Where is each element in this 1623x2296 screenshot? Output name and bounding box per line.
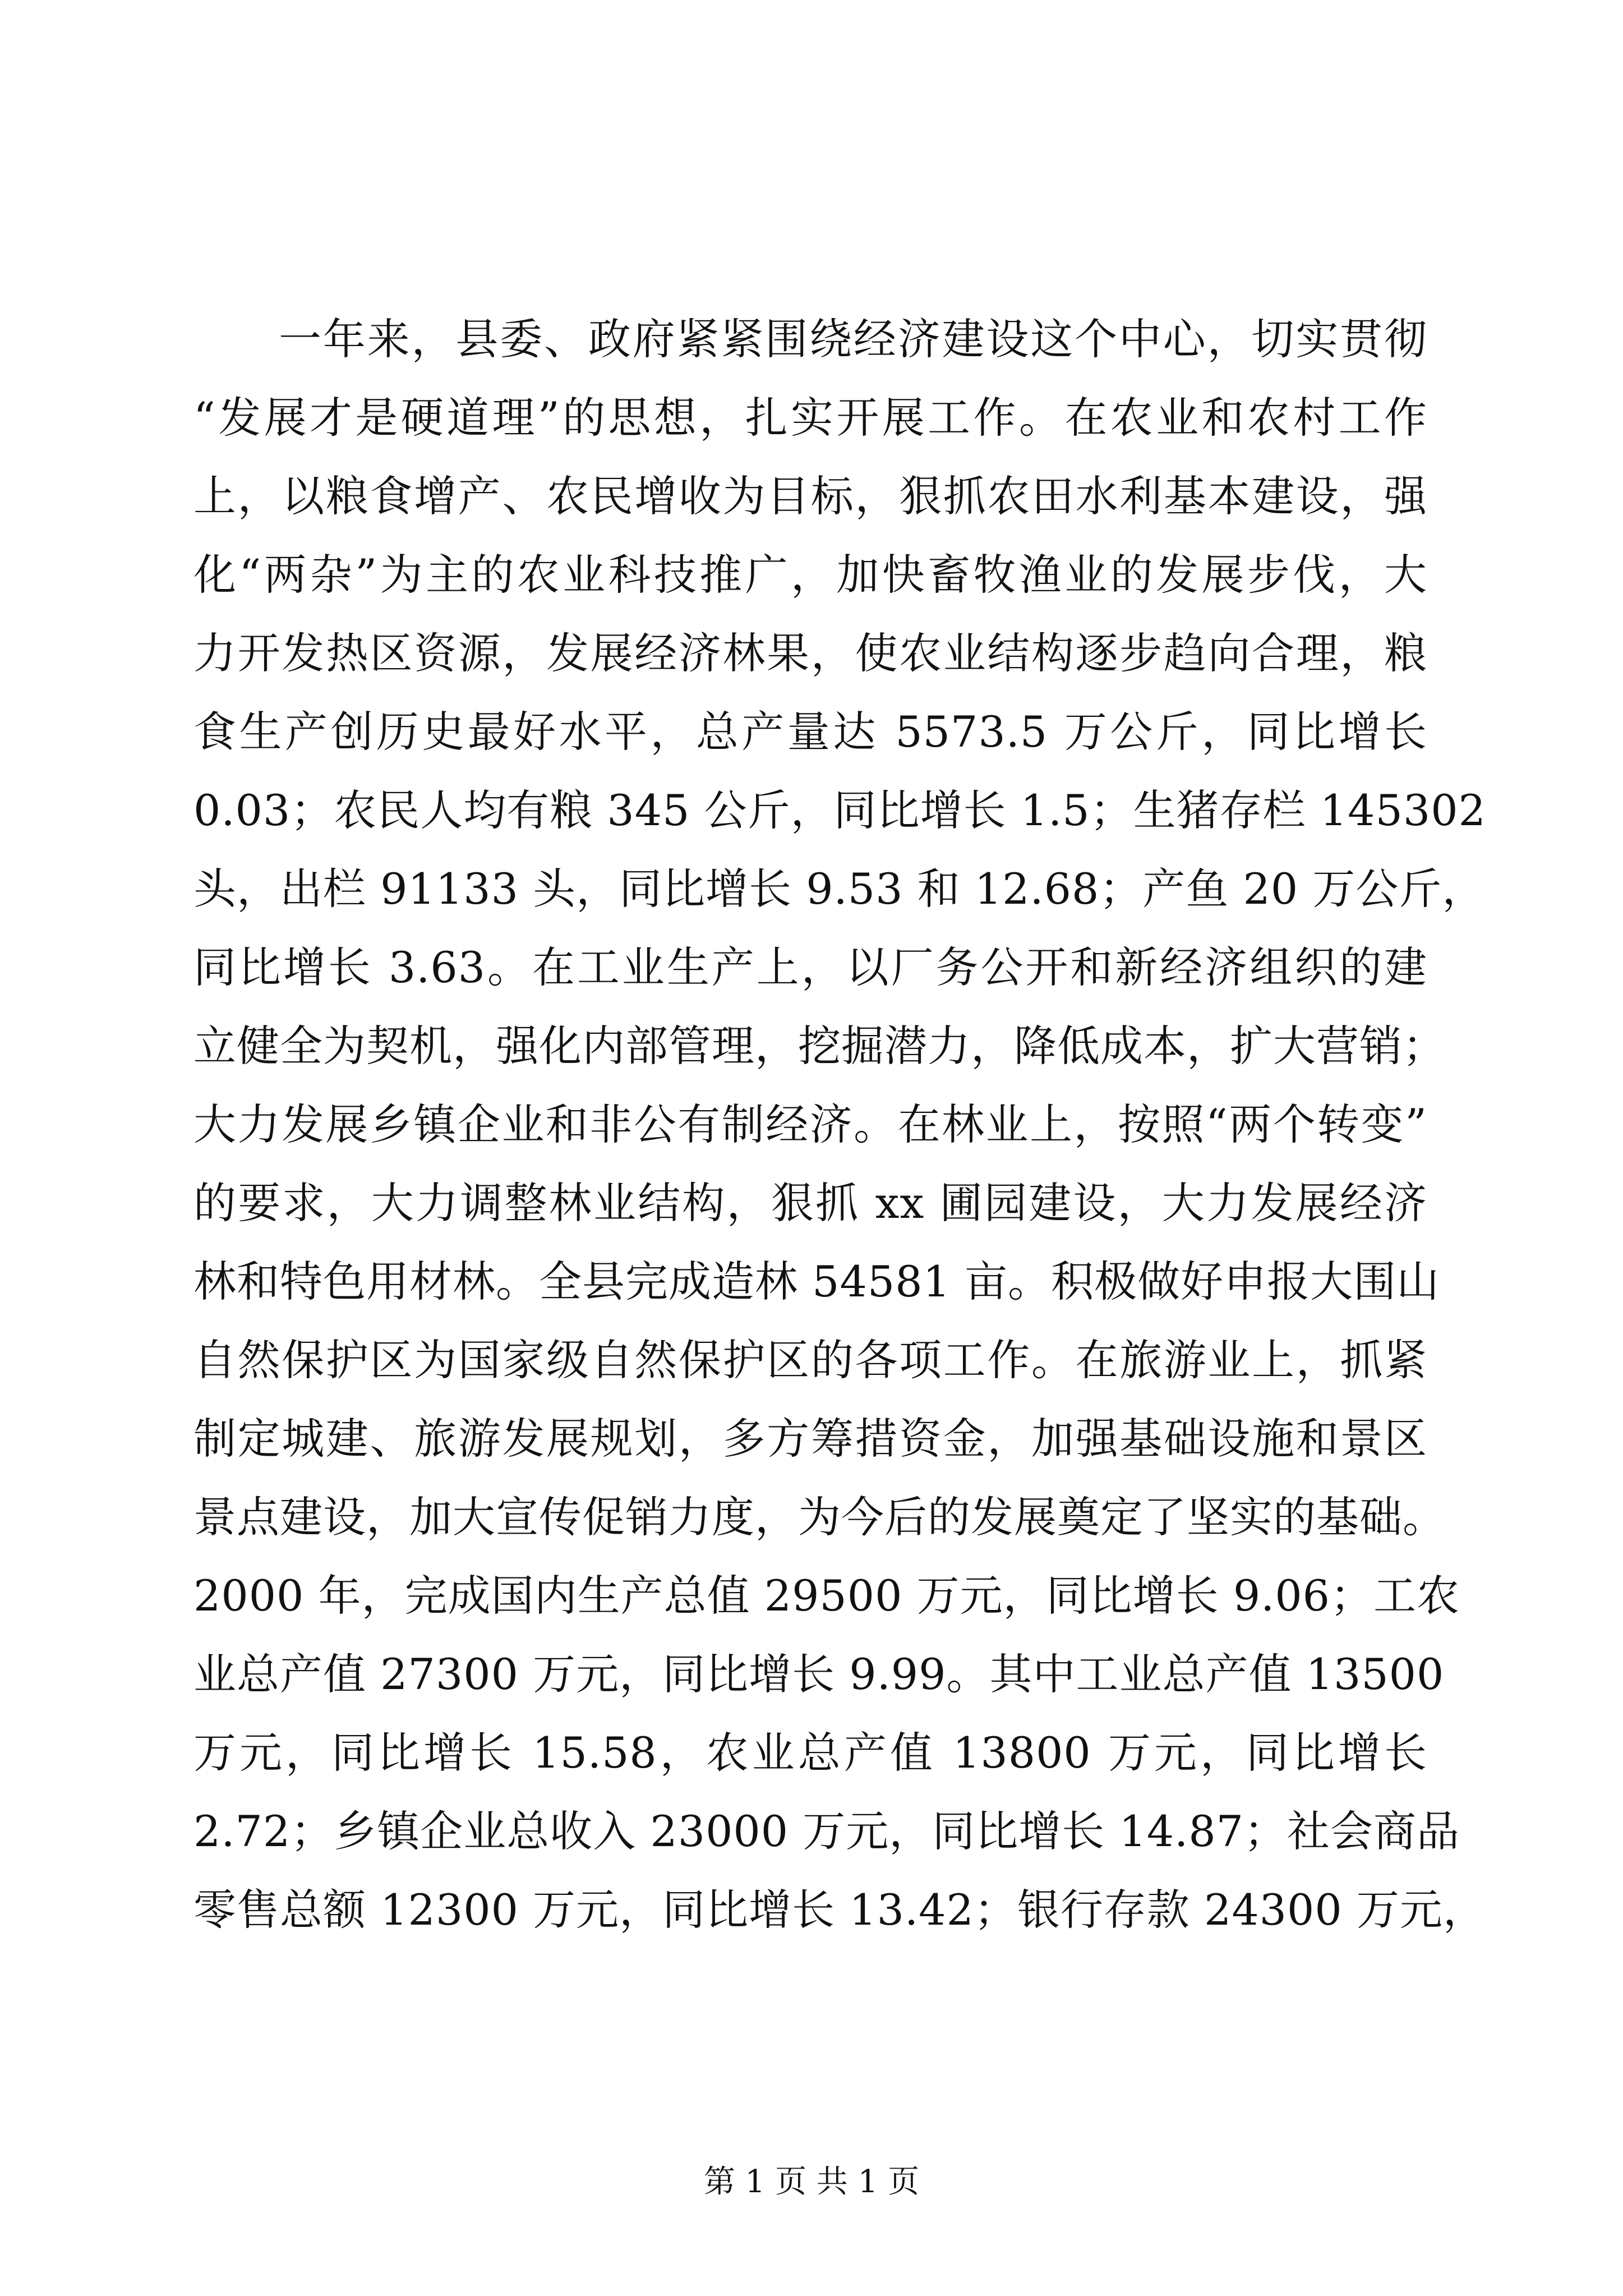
paragraph-line: “发展才是硬道理”的思想，扎实开展工作。在农业和农村工作 [193, 393, 1427, 443]
paragraph-line: 景点建设，加大宣传促销力度，为今后的发展奠定了坚实的基础。 [193, 1492, 1446, 1542]
paragraph-line: 立健全为契机，强化内部管理，挖掘潜力，降低成本，扩大营销； [193, 1021, 1446, 1071]
paragraph-line: 0.03；农民人均有粮 345 公斤，同比增长 1.5；生猪存栏 145302 [193, 785, 1486, 835]
paragraph-line: 2000 年，完成国内生产总值 29500 万元，同比增长 9.06；工农 [193, 1571, 1460, 1621]
paragraph-line: 大力发展乡镇企业和非公有制经济。在林业上，按照“两个转变” [193, 1099, 1427, 1149]
paragraph-line: 零售总额 12300 万元，同比增长 13.42；银行存款 24300 万元， [193, 1885, 1486, 1935]
paragraph-line: 2.72；乡镇企业总收入 23000 万元，同比增长 14.87；社会商品 [193, 1806, 1460, 1856]
paragraph-line: 一年来，县委、政府紧紧围绕经济建设这个中心，切实贯彻 [279, 314, 1427, 364]
paragraph-line: 食生产创历史最好水平，总产量达 5573.5 万公斤，同比增长 [193, 707, 1427, 757]
body-paragraph [193, 300, 1486, 1949]
paragraph-line: 力开发热区资源，发展经济林果，使农业结构逐步趋向合理，粮 [193, 628, 1427, 678]
page-number-footer: 第 1 页 共 1 页 [703, 2164, 920, 2200]
paragraph-line: 自然保护区为国家级自然保护区的各项工作。在旅游业上，抓紧 [193, 1335, 1427, 1385]
paragraph-line: 同比增长 3.63。在工业生产上，以厂务公开和新经济组织的建 [193, 942, 1427, 992]
paragraph-line: 的要求，大力调整林业结构，狠抓 xx 圃园建设，大力发展经济 [193, 1178, 1427, 1228]
paragraph-line: 业总产值 27300 万元，同比增长 9.99。其中工业总产值 13500 [193, 1649, 1445, 1699]
paragraph-line: 上，以粮食增产、农民增收为目标，狠抓农田水利基本建设，强 [193, 471, 1427, 521]
paragraph-line: 头，出栏 91133 头，同比增长 9.53 和 12.68；产鱼 20 万公斤， [193, 864, 1486, 914]
paragraph-line: 化“两杂”为主的农业科技推广，加快畜牧渔业的发展步伐，大 [193, 550, 1427, 600]
paragraph-line: 林和特色用材林。全县完成造林 54581 亩。积极做好申报大围山 [193, 1257, 1440, 1306]
paragraph-line: 制定城建、旅游发展规划，多方筹措资金，加强基础设施和景区 [193, 1414, 1427, 1464]
paragraph-line: 万元，同比增长 15.58，农业总产值 13800 万元，同比增长 [193, 1728, 1427, 1778]
